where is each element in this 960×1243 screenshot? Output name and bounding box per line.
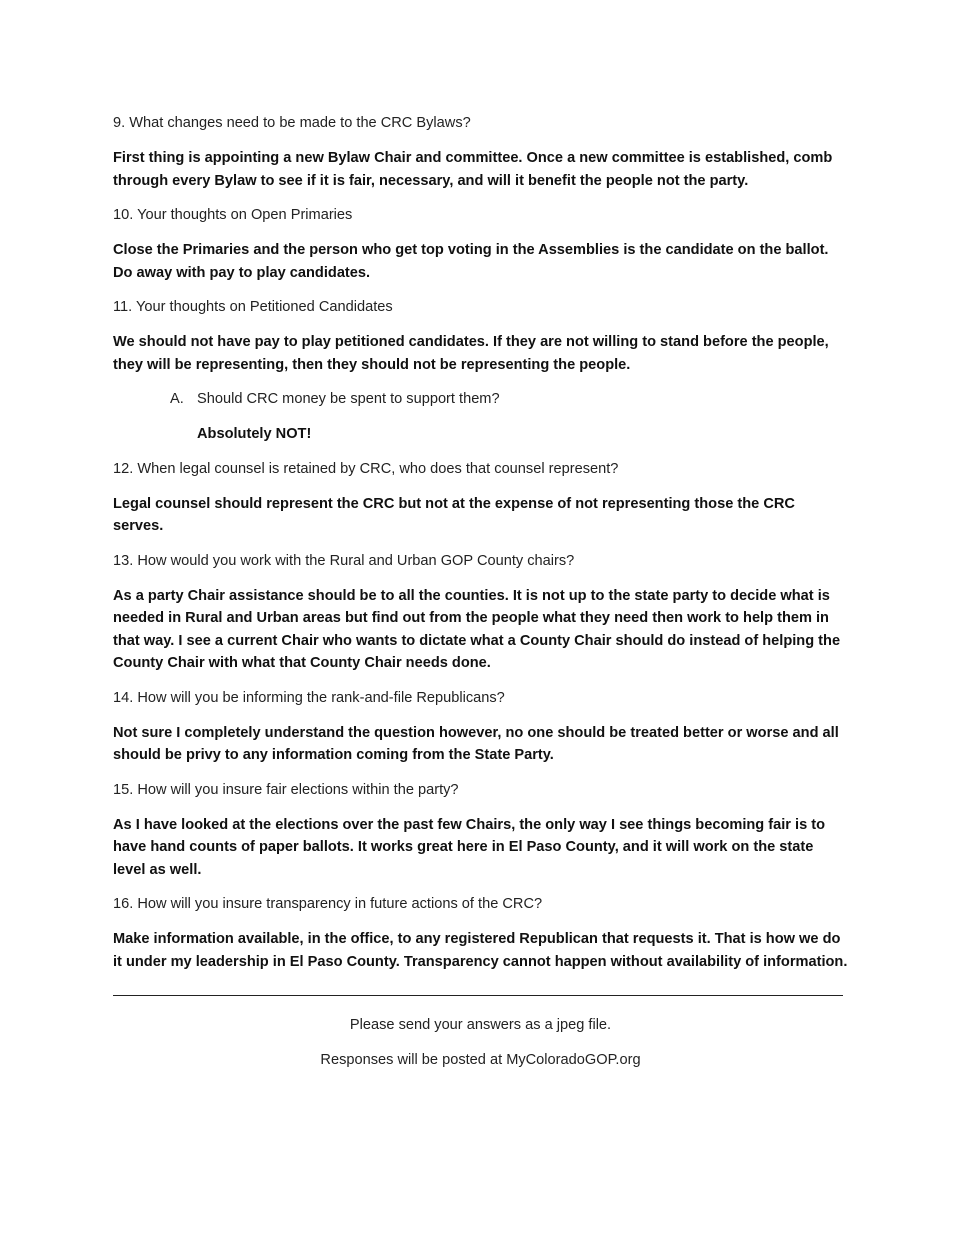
question-11-block (113, 296, 848, 446)
answer-10: Close the Primaries and the person who get top voting in the Assemblies is the candidate on the ballot. Do away with pay to play candidates. (113, 242, 829, 281)
sub-question-11a-block (170, 388, 848, 446)
question-15-block (113, 779, 848, 882)
question-16-block (113, 893, 848, 973)
question-13: 13. How would you work with the Rural and Urban GOP County chairs? (113, 552, 575, 569)
question-13-block (113, 550, 848, 675)
answer-15: As I have looked at the elections over the past few Chairs, the only way I see things becoming fair is to have hand counts of paper ballots. It works great here in El Paso County, and it will work on the state level as well. (113, 816, 826, 878)
sub-question-text: Should CRC money be spent to support them? (197, 391, 500, 407)
question-15: 15. How will you insure fair elections within the party? (113, 781, 459, 798)
footer-posting-note: Responses will be posted at MyColoradoGOP.org (320, 1052, 641, 1068)
answer-16: Make information available, in the office, to any registered Republican that requests it. That is how we do it under my leadership in El Paso County. Transparency cannot happen without availability of information. (113, 931, 848, 970)
answer-9: First thing is appointing a new Bylaw Chair and committee. Once a new committee is established, comb through every Bylaw to see if it is fair, necessary, and will it benefit the people not the party. (113, 150, 833, 189)
answer-13: As a party Chair assistance should be to all the counties. It is not up to the state party to decide what is needed in Rural and Urban areas but find out from the people what they need then work to help them in that way. I see a current Chair who wants to dictate what a County Chair should do instead of helping the County Chair with what that County Chair needs done. (113, 587, 841, 671)
question-12: 12. When legal counsel is retained by CRC, who does that counsel represent? (113, 460, 619, 477)
question-14: 14. How will you be informing the rank-and-file Republicans? (113, 689, 505, 706)
answer-12: Legal counsel should represent the CRC but not at the expense of not representing those the CRC serves. (113, 495, 795, 534)
question-9-block (113, 112, 848, 192)
footer-instruction: Please send your answers as a jpeg file. (349, 1017, 612, 1033)
document-page (113, 112, 848, 1084)
sub-answer-11a: Absolutely NOT! (197, 426, 312, 442)
answer-11: We should not have pay to play petitioned candidates. If they are not willing to stand before the people, they will be representing, then they should not be representing the people. (113, 334, 829, 373)
question-9: 9. What changes need to be made to the CRC Bylaws? (113, 115, 471, 131)
question-11: 11. Your thoughts on Petitioned Candidates (113, 299, 393, 315)
sub-question-letter: A. (170, 391, 184, 407)
question-16: 16. How will you insure transparency in future actions of the CRC? (113, 896, 543, 912)
question-10-block (113, 204, 848, 284)
question-12-block (113, 458, 848, 538)
sub-question-11a (170, 388, 848, 410)
question-10: 10. Your thoughts on Open Primaries (113, 207, 353, 223)
footer-divider (113, 995, 843, 996)
question-14-block (113, 687, 848, 767)
answer-14: Not sure I completely understand the question however, no one should be treated better or worse and all should be privy to any information coming from the State Party. (113, 724, 839, 763)
